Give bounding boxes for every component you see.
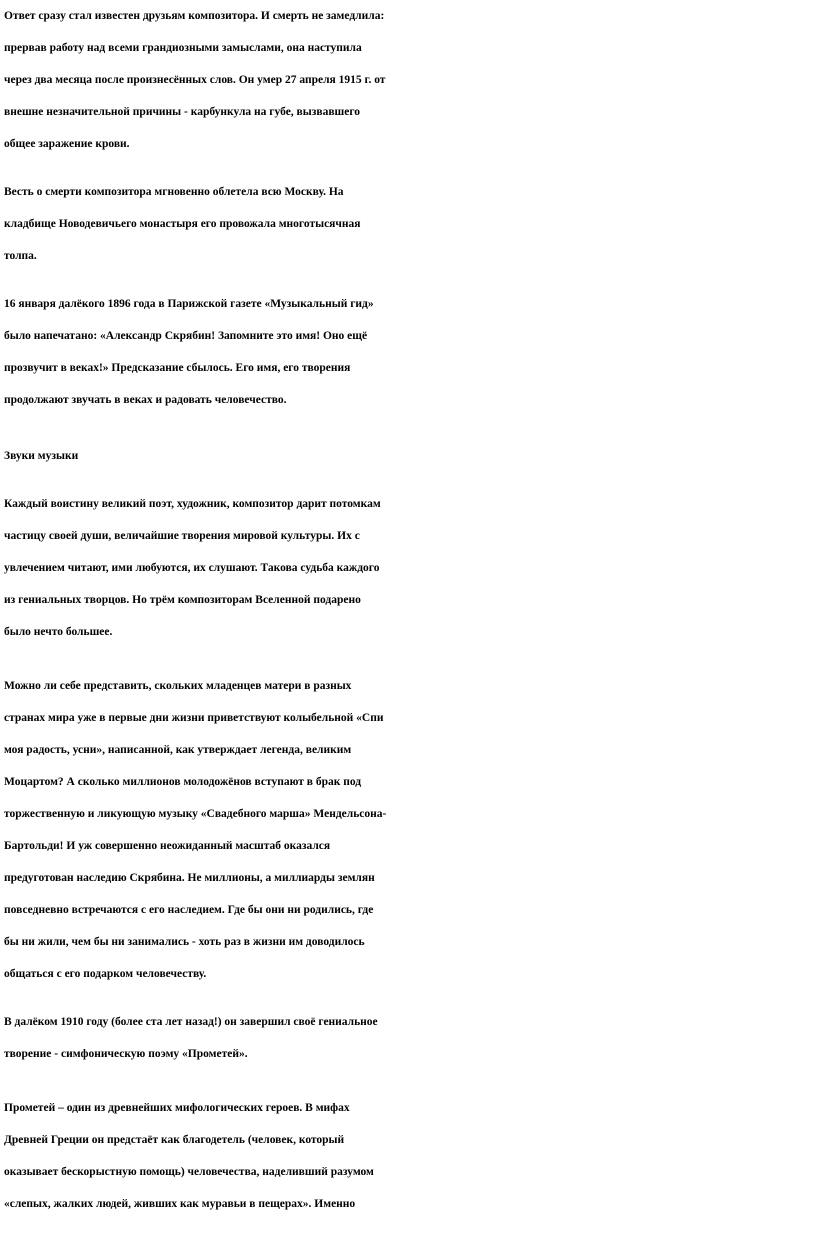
text-line: общее заражение крови. [4,138,130,150]
paragraph-great-artists [4,488,816,648]
text-line: повседневно встречаются с его наследием. Где бы они ни родились, где [4,904,374,916]
text-line: было нечто большее. [4,626,113,638]
text-line: Ответ сразу стал известен друзьям композитора. И смерть не замедлила: [4,10,385,22]
text-line: увлечением читают, ими любуются, их слушают. Такова судьба каждого [4,562,380,574]
text-line: Каждый воистину великий поэт, художник, композитор дарит потомкам [4,498,381,510]
text-line: Бартольди! И уж совершенно неожиданный масштаб оказался [4,840,331,852]
text-line: общаться с его подарком человечеству. [4,968,207,980]
text-line: продолжают звучать в веках и радовать человечество. [4,394,287,406]
text-line: Моцартом? А сколько миллионов молодожёнов вступают в брак под [4,776,362,788]
text-line: моя радость, усни», написанной, как утверждает легенда, великим [4,744,352,756]
text-line: из гениальных творцов. Но трём композиторам Вселенной подарено [4,594,361,606]
paragraph-composer-death [4,0,816,160]
paragraph-prediction [4,288,816,416]
text-line: В далёком 1910 году (более ста лет назад!) он завершил своё гениальное [4,1016,378,1028]
paragraph-three-composers [4,670,816,990]
text-line: торжественную и ликующую музыку «Свадебного марша» Мендельсона- [4,808,387,820]
text-line: прервав работу над всеми грандиозными замыслами, она наступила [4,42,362,54]
text-line: Весть о смерти композитора мгновенно облетела всю Москву. На [4,186,344,198]
text-line: бы ни жили, чем бы ни занимались - хоть раз в жизни им доводилось [4,936,365,948]
text-line: странах мира уже в первые дни жизни приветствуют колыбельной «Спи [4,712,384,724]
text-line: оказывает бескорыстную помощь) человечества, наделивший разумом [4,1166,374,1178]
text-line: кладбище Новодевичьего монастыря его провожала многотысячная [4,218,361,230]
paragraph-prometheus-poem [4,1006,816,1070]
text-line: частицу своей души, величайшие творения мировой культуры. Их с [4,530,360,542]
text-line: предуготован наследию Скрябина. Не миллионы, а миллиарды землян [4,872,375,884]
section-heading [4,440,816,472]
text-line: прозвучит в веках!» Предсказание сбылось. Его имя, его творения [4,362,351,374]
text-line: через два месяца после произнесённых слов. Он умер 27 апреля 1915 г. от [4,74,386,86]
paragraph-prometheus-myth [4,1092,816,1220]
text-line: «слепых, жалких людей, живших как муравьи в пещерах». Именно [4,1198,356,1210]
text-line: Прометей – один из древнейших мифологических героев. В мифах [4,1102,350,1114]
text-line: внешне незначительной причины - карбункула на губе, вызвавшего [4,106,361,118]
text-line: Древней Греции он предстаёт как благодетель (человек, который [4,1134,345,1146]
paragraph-funeral [4,176,816,272]
text-line: творение - симфоническую поэму «Прометей». [4,1048,248,1060]
text-line: было напечатано: «Александр Скрябин! Запомните это имя! Оно ещё [4,330,368,342]
text-line: Можно ли себе представить, скольких младенцев матери в разных [4,680,352,692]
text-line: 16 января далёкого 1896 года в Парижской газете «Музыкальный гид» [4,298,374,310]
heading-text: Звуки музыки [4,450,79,462]
text-line: толпа. [4,250,37,262]
